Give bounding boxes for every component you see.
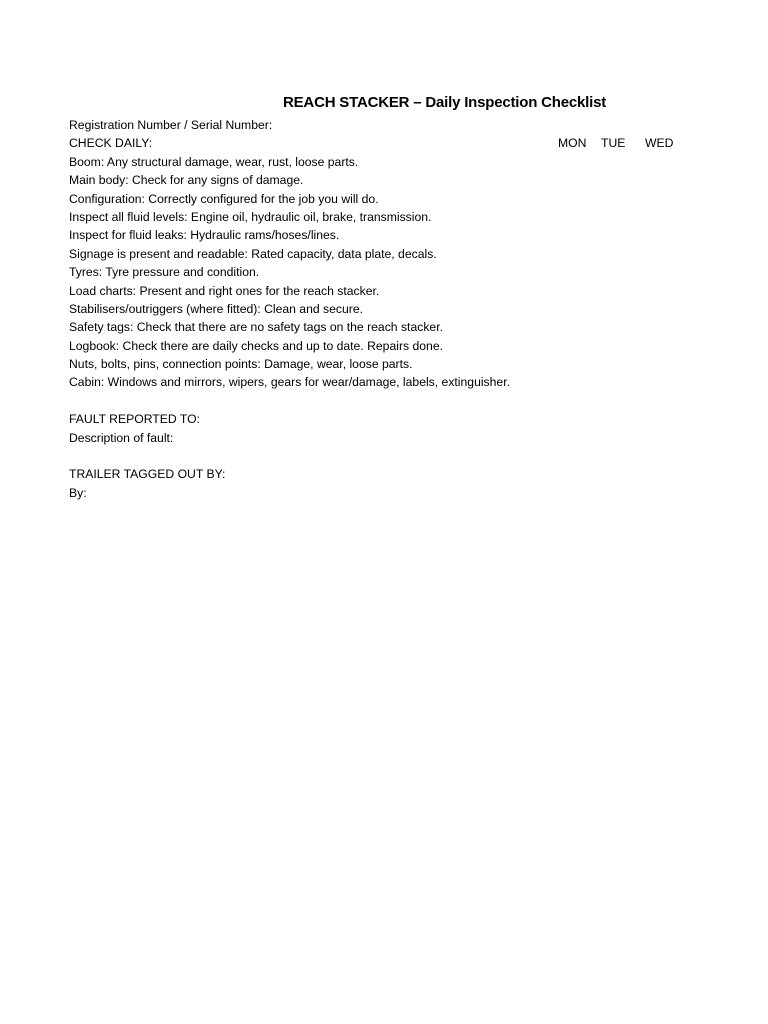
spacer <box>69 392 709 410</box>
checklist-item: Main body: Check for any signs of damage. <box>69 173 304 188</box>
checklist-item: Safety tags: Check that there are no safety tags on the reach stacker. <box>69 320 443 335</box>
fault-reported-label: FAULT REPORTED TO: <box>69 412 200 427</box>
checklist-item: Inspect for fluid leaks: Hydraulic rams/hoses/lines. <box>69 228 340 243</box>
checklist-item: Inspect all fluid levels: Engine oil, hydraulic oil, brake, transmission. <box>69 209 432 224</box>
checklist-item: Cabin: Windows and mirrors, wipers, gears for wear/damage, labels, extinguisher. <box>69 375 510 390</box>
checklist-item: Logbook: Check there are daily checks and up to date. Repairs done. <box>69 338 443 353</box>
checklist-item: Stabilisers/outriggers (where fitted): Clean and secure. <box>69 301 363 316</box>
day-header-tue: TUE <box>601 136 626 151</box>
registration-label: Registration Number / Serial Number: <box>69 118 273 132</box>
check-daily-row <box>69 134 709 152</box>
day-header-wed: WED <box>645 136 674 151</box>
spacer <box>69 447 709 465</box>
fault-description-label: Description of fault: <box>69 430 174 445</box>
checklist-item: Tyres: Tyre pressure and condition. <box>69 265 260 280</box>
day-header-mon: MON <box>558 136 587 151</box>
checklist-item: Boom: Any structural damage, wear, rust, loose parts. <box>69 154 359 169</box>
by-label: By: <box>69 485 87 500</box>
check-daily-label: CHECK DAILY: <box>69 136 153 151</box>
checklist-item: Signage is present and readable: Rated capacity, data plate, decals. <box>69 246 437 261</box>
checklist-body <box>69 116 709 502</box>
checklist-item: Nuts, bolts, pins, connection points: Damage, wear, loose parts. <box>69 357 413 372</box>
tagged-out-label: TRAILER TAGGED OUT BY: <box>69 467 226 482</box>
page-title: REACH STACKER – Daily Inspection Checklist <box>283 94 607 111</box>
checklist-item: Load charts: Present and right ones for the reach stacker. <box>69 283 380 298</box>
checklist-item: Configuration: Correctly configured for the job you will do. <box>69 191 379 206</box>
